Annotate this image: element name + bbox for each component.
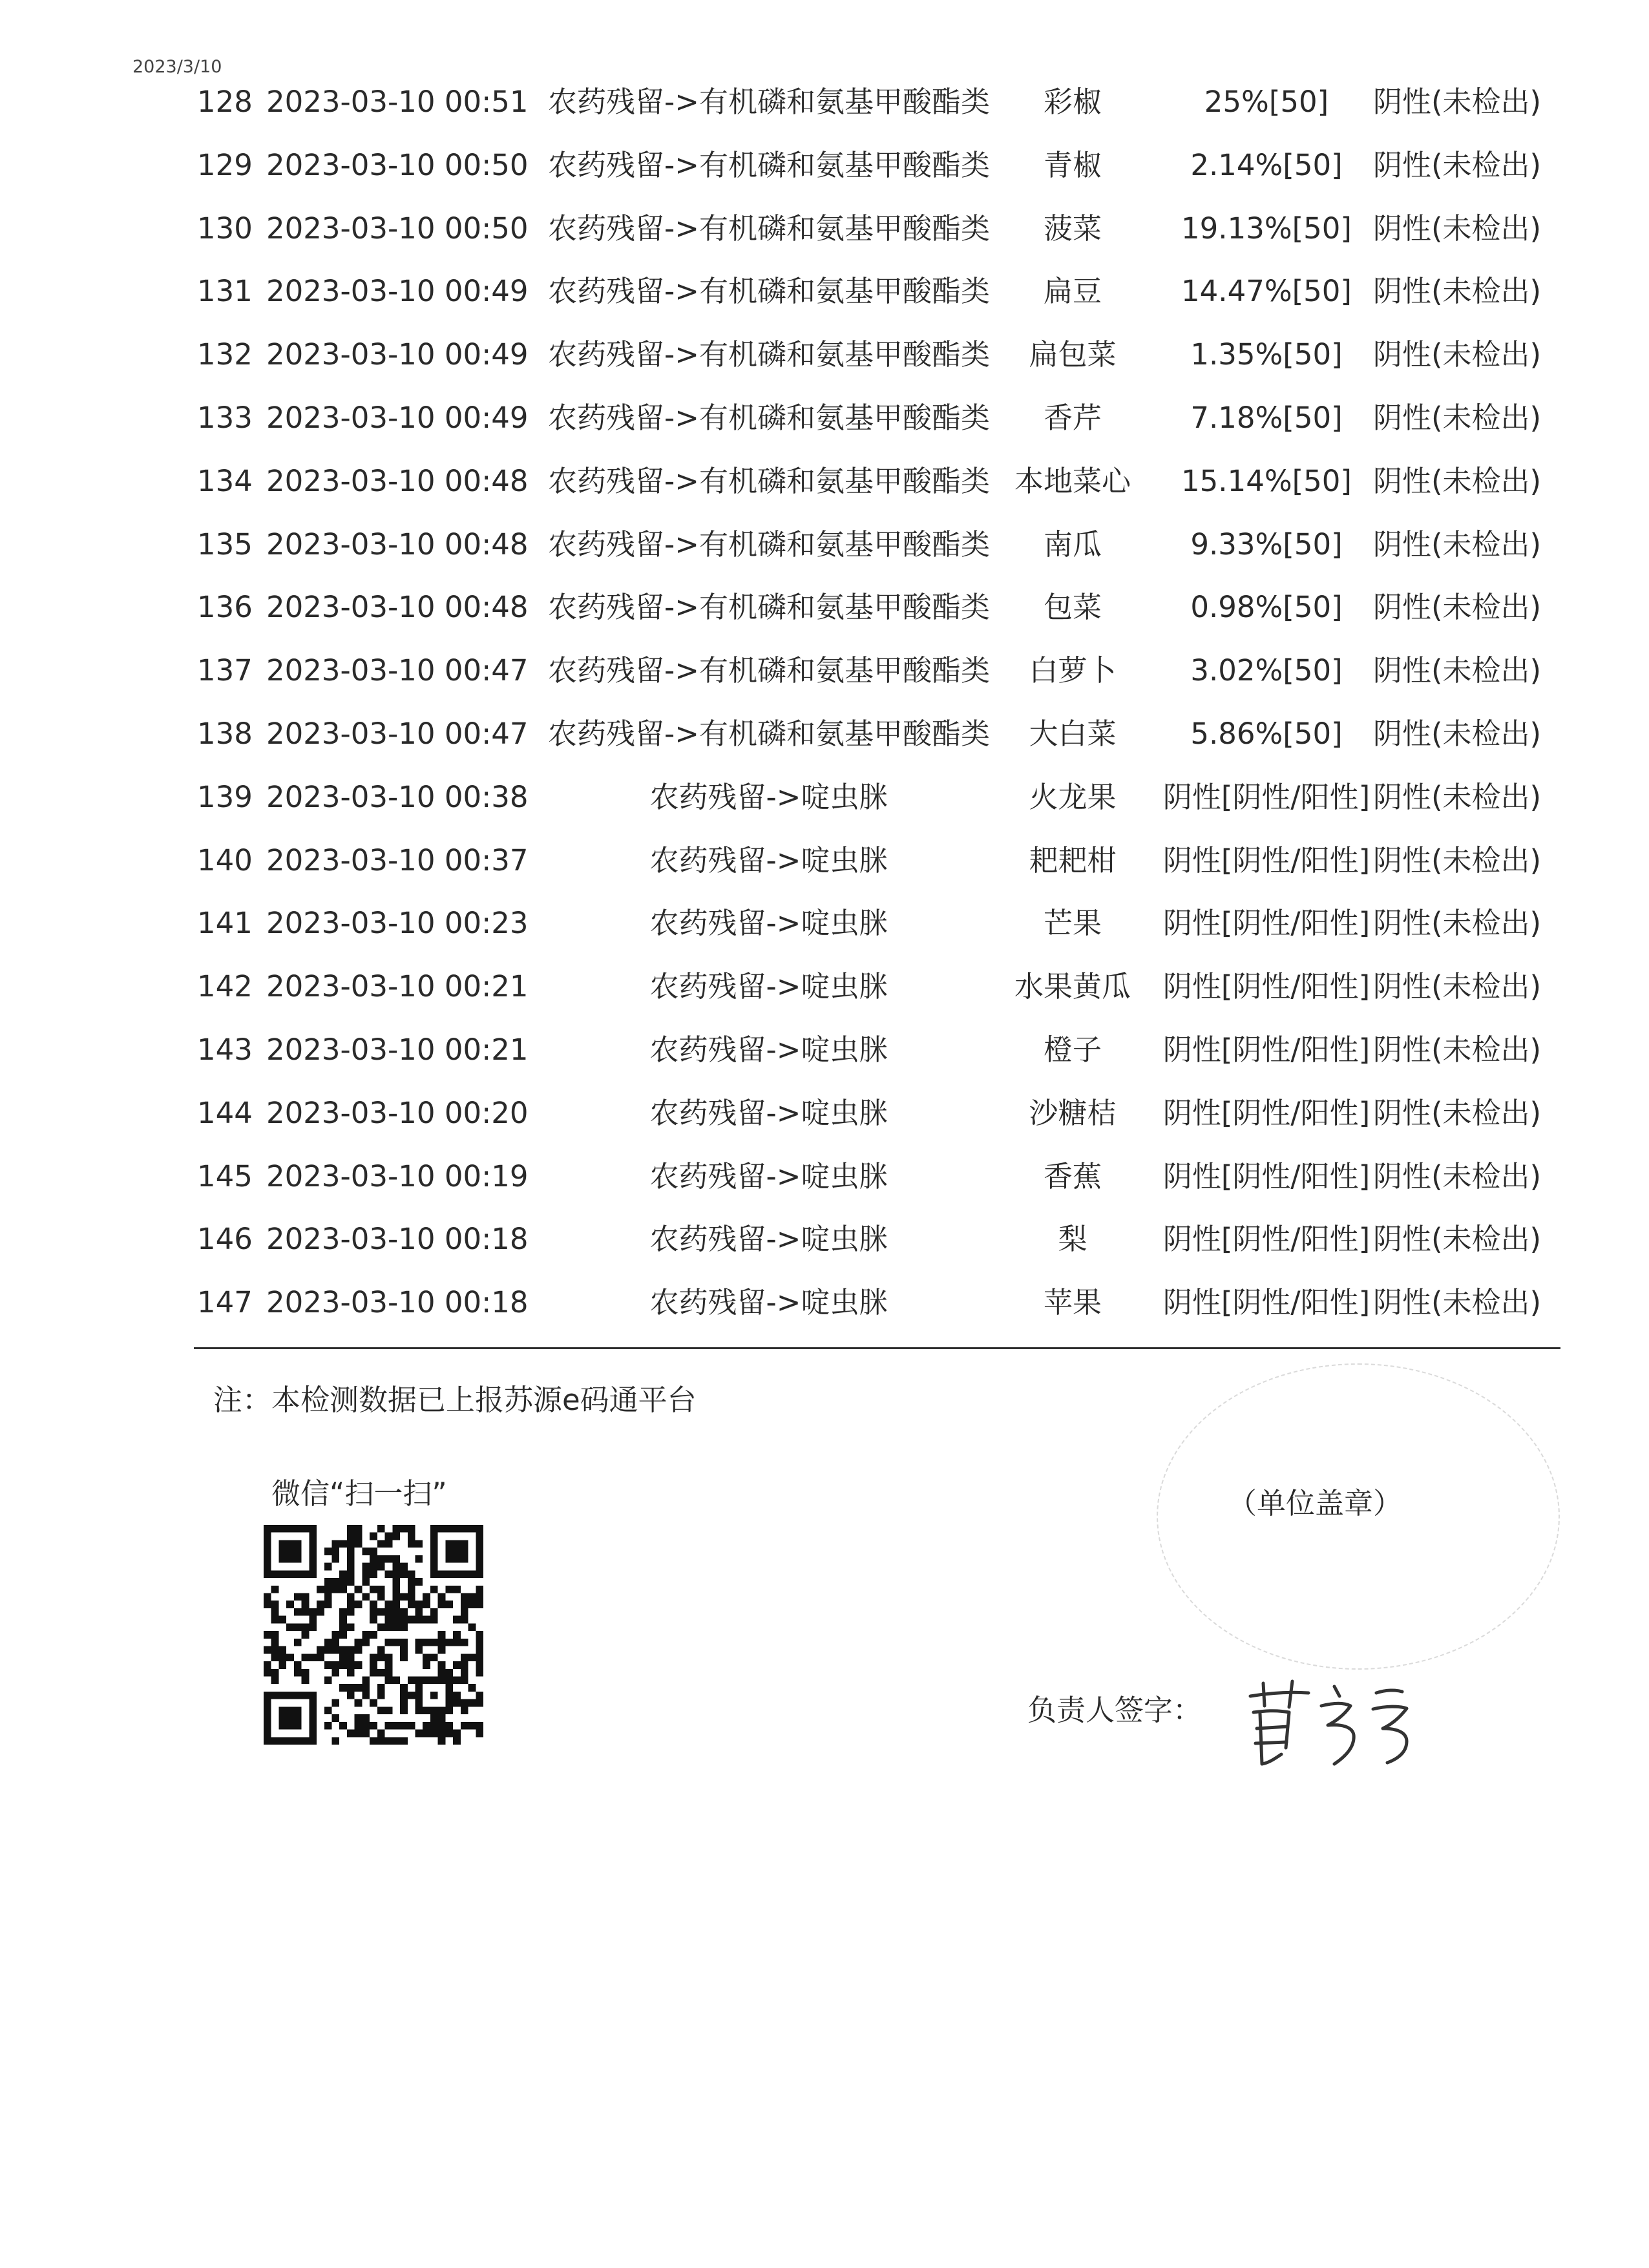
table-row [0, 83, 1649, 146]
test-time: 2023-03-10 00:21 [266, 1033, 529, 1067]
test-time: 2023-03-10 00:21 [266, 969, 529, 1004]
print-date: 2023/3/10 [132, 57, 222, 77]
test-item: 农药残留->啶虫脒 [649, 1285, 888, 1320]
test-result: 阴性(未检出) [1373, 274, 1542, 309]
sample-name: 扁包菜 [1029, 337, 1117, 372]
row-number: 143 [197, 1033, 253, 1067]
test-value: 阴性[阴性/阳性] [1162, 1095, 1371, 1130]
test-item: 农药残留->啶虫脒 [649, 1159, 888, 1193]
sample-name: 苹果 [1043, 1285, 1102, 1320]
test-result: 阴性(未检出) [1373, 85, 1542, 119]
test-result: 阴性(未检出) [1373, 1033, 1542, 1067]
test-item: 农药残留->有机磷和氨基甲酸酯类 [548, 527, 990, 562]
row-number: 141 [197, 906, 253, 941]
test-value: 25%[50] [1204, 85, 1329, 119]
sample-name: 白萝卜 [1029, 653, 1117, 688]
test-time: 2023-03-10 00:51 [266, 85, 529, 119]
table-row [0, 1220, 1649, 1283]
test-value: 阴性[阴性/阳性] [1162, 906, 1371, 941]
table-row [0, 146, 1649, 209]
test-item: 农药残留->有机磷和氨基甲酸酯类 [548, 147, 990, 182]
table-row [0, 525, 1649, 589]
row-number: 130 [197, 211, 253, 246]
table-row [0, 399, 1649, 462]
test-item: 农药残留->有机磷和氨基甲酸酯类 [548, 717, 990, 751]
test-item: 农药残留->有机磷和氨基甲酸酯类 [548, 85, 990, 119]
table-bottom-rule [194, 1347, 1560, 1349]
row-number: 136 [197, 590, 253, 625]
test-result: 阴性(未检出) [1373, 463, 1542, 498]
test-value: 3.02%[50] [1190, 653, 1343, 688]
table-row [0, 1094, 1649, 1157]
sample-name: 香芹 [1043, 401, 1102, 435]
footnote: 注：本检测数据已上报苏源e码通平台 [213, 1383, 697, 1417]
row-number: 137 [197, 653, 253, 688]
row-number: 145 [197, 1159, 253, 1193]
sample-name: 彩椒 [1043, 85, 1102, 119]
test-item: 农药残留->有机磷和氨基甲酸酯类 [548, 590, 990, 625]
test-result: 阴性(未检出) [1373, 1159, 1542, 1193]
table-row [0, 209, 1649, 273]
test-time: 2023-03-10 00:47 [266, 717, 529, 751]
test-time: 2023-03-10 00:18 [266, 1222, 529, 1257]
test-result: 阴性(未检出) [1373, 653, 1542, 688]
sample-name: 香蕉 [1043, 1159, 1102, 1193]
sample-name: 水果黄瓜 [1014, 969, 1131, 1004]
test-result: 阴性(未检出) [1373, 590, 1542, 625]
table-row [0, 967, 1649, 1031]
test-value: 19.13%[50] [1181, 211, 1352, 246]
test-time: 2023-03-10 00:49 [266, 401, 529, 435]
test-time: 2023-03-10 00:49 [266, 337, 529, 372]
table-row [0, 778, 1649, 841]
test-result: 阴性(未检出) [1373, 779, 1542, 814]
sample-name: 扁豆 [1043, 274, 1102, 309]
sample-name: 梨 [1058, 1222, 1087, 1257]
sample-name: 橙子 [1043, 1033, 1102, 1067]
test-time: 2023-03-10 00:19 [266, 1159, 529, 1193]
sample-name: 火龙果 [1029, 779, 1117, 814]
table-row [0, 588, 1649, 651]
test-result: 阴性(未检出) [1373, 147, 1542, 182]
test-value: 0.98%[50] [1190, 590, 1343, 625]
table-row [0, 715, 1649, 778]
test-item: 农药残留->有机磷和氨基甲酸酯类 [548, 401, 990, 435]
row-number: 142 [197, 969, 253, 1004]
test-item: 农药残留->有机磷和氨基甲酸酯类 [548, 274, 990, 309]
test-time: 2023-03-10 00:23 [266, 906, 529, 941]
test-item: 农药残留->啶虫脒 [649, 843, 888, 877]
test-value: 14.47%[50] [1181, 274, 1352, 309]
test-value: 7.18%[50] [1190, 401, 1343, 435]
table-row [0, 904, 1649, 967]
test-result: 阴性(未检出) [1373, 527, 1542, 562]
test-value: 5.86%[50] [1190, 717, 1343, 751]
test-value: 阴性[阴性/阳性] [1162, 1159, 1371, 1193]
sample-name: 本地菜心 [1014, 463, 1131, 498]
row-number: 133 [197, 401, 253, 435]
row-number: 134 [197, 463, 253, 498]
sample-name: 芒果 [1043, 906, 1102, 941]
sample-name: 沙糖桔 [1029, 1095, 1117, 1130]
test-value: 阴性[阴性/阳性] [1162, 1222, 1371, 1257]
table-row [0, 1031, 1649, 1094]
test-time: 2023-03-10 00:38 [266, 779, 529, 814]
test-item: 农药残留->啶虫脒 [649, 1033, 888, 1067]
test-item: 农药残留->啶虫脒 [649, 906, 888, 941]
test-value: 15.14%[50] [1181, 463, 1352, 498]
test-result: 阴性(未检出) [1373, 211, 1542, 246]
test-value: 9.33%[50] [1190, 527, 1343, 562]
row-number: 147 [197, 1285, 253, 1320]
table-row [0, 841, 1649, 905]
test-time: 2023-03-10 00:47 [266, 653, 529, 688]
sample-name: 青椒 [1043, 147, 1102, 182]
test-time: 2023-03-10 00:48 [266, 463, 529, 498]
test-value: 阴性[阴性/阳性] [1162, 1033, 1371, 1067]
test-result: 阴性(未检出) [1373, 1222, 1542, 1257]
table-row [0, 651, 1649, 715]
test-value: 阴性[阴性/阳性] [1162, 1285, 1371, 1320]
row-number: 135 [197, 527, 253, 562]
test-item: 农药残留->啶虫脒 [649, 1222, 888, 1257]
table-row [0, 1157, 1649, 1221]
row-number: 140 [197, 843, 253, 877]
test-time: 2023-03-10 00:48 [266, 590, 529, 625]
test-time: 2023-03-10 00:50 [266, 147, 529, 182]
stamp-label: （单位盖章） [1228, 1486, 1403, 1520]
test-time: 2023-03-10 00:50 [266, 211, 529, 246]
test-item: 农药残留->有机磷和氨基甲酸酯类 [548, 337, 990, 372]
test-item: 农药残留->有机磷和氨基甲酸酯类 [548, 463, 990, 498]
row-number: 128 [197, 85, 253, 119]
test-result: 阴性(未检出) [1373, 717, 1542, 751]
table-row [0, 462, 1649, 525]
table-row [0, 335, 1649, 399]
test-result: 阴性(未检出) [1373, 906, 1542, 941]
qr-caption: 微信“扫一扫” [271, 1476, 447, 1511]
test-result: 阴性(未检出) [1373, 337, 1542, 372]
test-item: 农药残留->啶虫脒 [649, 1095, 888, 1130]
test-item: 农药残留->有机磷和氨基甲酸酯类 [548, 653, 990, 688]
test-time: 2023-03-10 00:48 [266, 527, 529, 562]
test-value: 阴性[阴性/阳性] [1162, 843, 1371, 877]
test-value: 1.35%[50] [1190, 337, 1343, 372]
test-time: 2023-03-10 00:18 [266, 1285, 529, 1320]
row-number: 139 [197, 779, 253, 814]
sample-name: 大白菜 [1029, 717, 1117, 751]
test-result: 阴性(未检出) [1373, 843, 1542, 877]
test-result: 阴性(未检出) [1373, 1285, 1542, 1320]
table-row [0, 272, 1649, 335]
test-result: 阴性(未检出) [1373, 1095, 1542, 1130]
sample-name: 南瓜 [1043, 527, 1102, 562]
row-number: 129 [197, 147, 253, 182]
sample-name: 包菜 [1043, 590, 1102, 625]
test-result: 阴性(未检出) [1373, 401, 1542, 435]
test-value: 阴性[阴性/阳性] [1162, 969, 1371, 1004]
row-number: 131 [197, 274, 253, 309]
table-row [0, 1283, 1649, 1347]
row-number: 144 [197, 1095, 253, 1130]
test-value: 阴性[阴性/阳性] [1162, 779, 1371, 814]
row-number: 138 [197, 717, 253, 751]
sample-name: 菠菜 [1043, 211, 1102, 246]
qr-code-icon [264, 1525, 483, 1745]
test-item: 农药残留->啶虫脒 [649, 779, 888, 814]
signature-label: 负责人签字： [1027, 1693, 1203, 1727]
handwritten-signature [1237, 1667, 1431, 1777]
test-time: 2023-03-10 00:20 [266, 1095, 529, 1130]
test-value: 2.14%[50] [1190, 147, 1343, 182]
row-number: 146 [197, 1222, 253, 1257]
test-item: 农药残留->有机磷和氨基甲酸酯类 [548, 211, 990, 246]
test-result: 阴性(未检出) [1373, 969, 1542, 1004]
sample-name: 耙耙柑 [1029, 843, 1117, 877]
row-number: 132 [197, 337, 253, 372]
test-item: 农药残留->啶虫脒 [649, 969, 888, 1004]
test-time: 2023-03-10 00:37 [266, 843, 529, 877]
test-time: 2023-03-10 00:49 [266, 274, 529, 309]
